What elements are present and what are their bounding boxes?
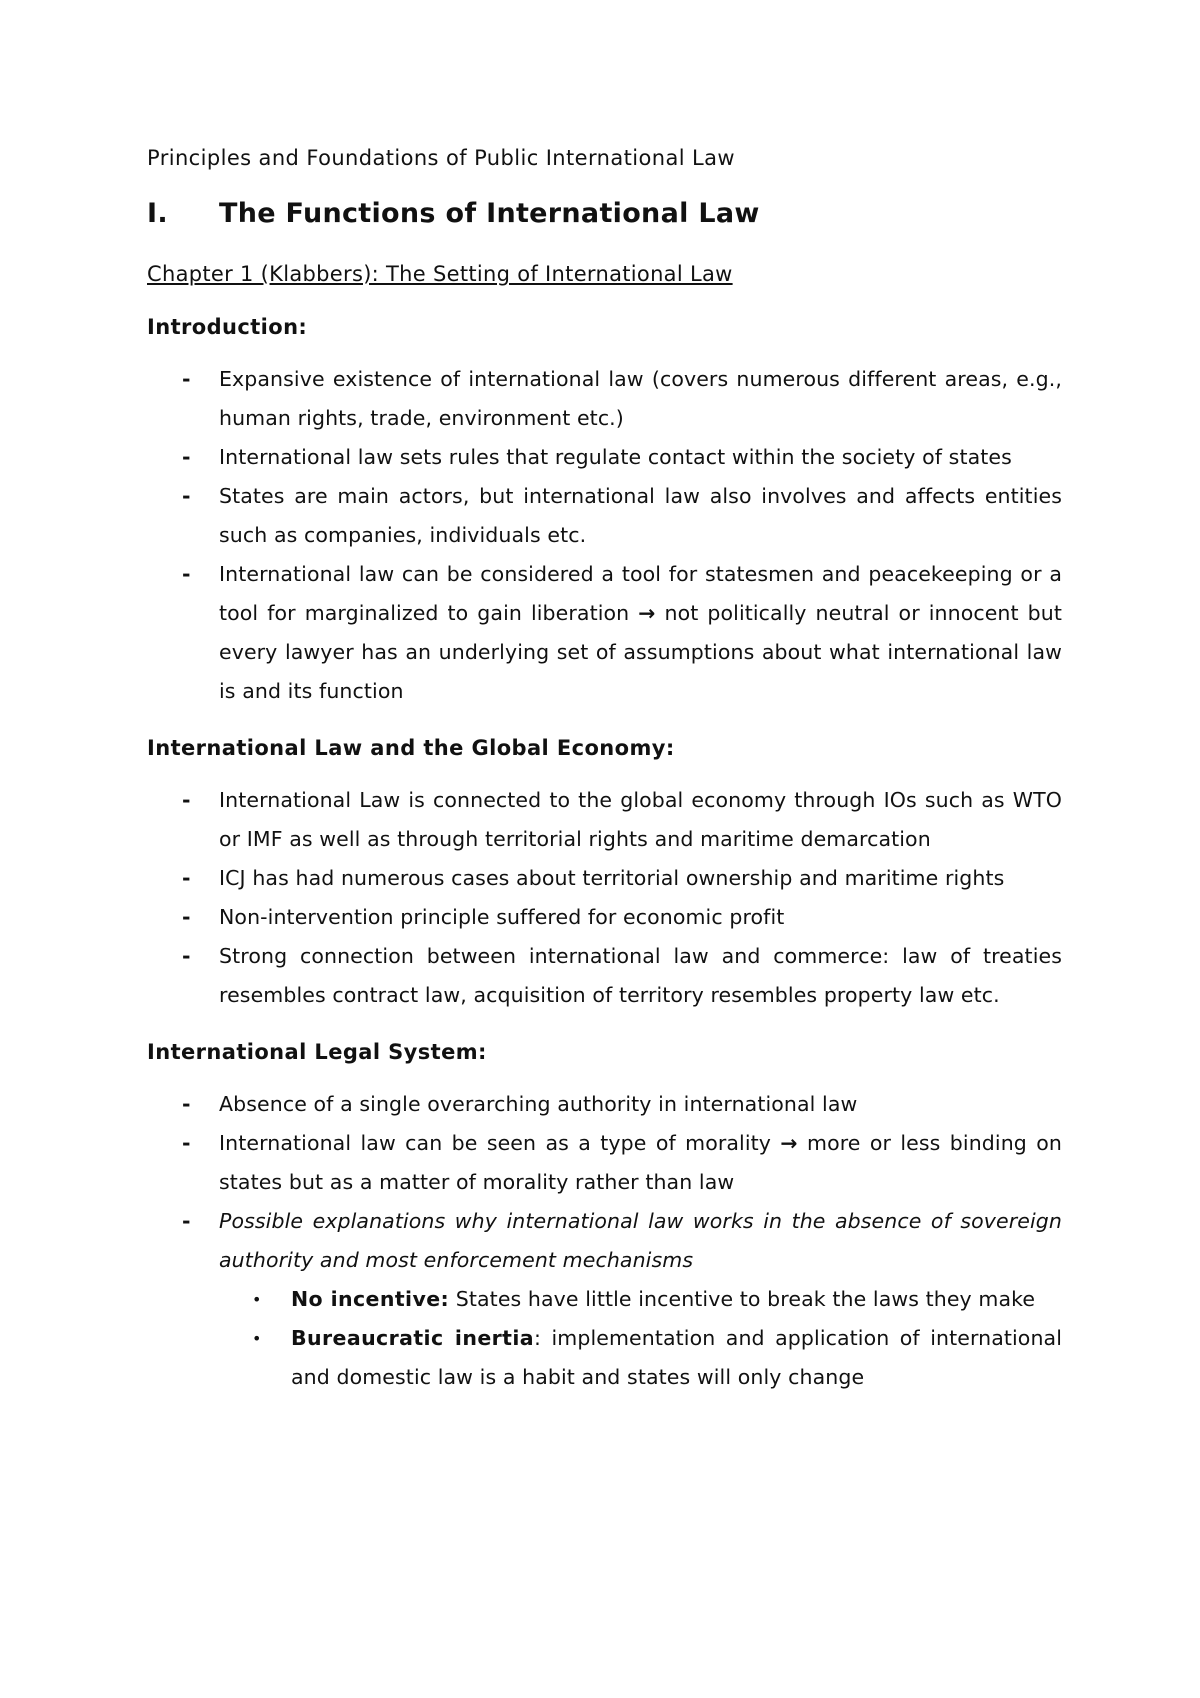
- main-heading: [147, 194, 1062, 234]
- list-item: [147, 781, 1062, 859]
- list-item-text: States are main actors, but international law also involves and affects entities such as companies, individuals etc.: [219, 484, 1062, 547]
- list-item-text: International Law is connected to the global economy through IOs such as WTO or IMF as well as through territorial rights and maritime demarcation: [219, 788, 1062, 851]
- list-item-text: more or less binding on states but as a matter of morality rather than law: [219, 1131, 1062, 1194]
- list-item: [147, 1124, 1062, 1202]
- arrow-right-icon: →: [780, 1131, 798, 1155]
- list-item-text: Expansive existence of international law (covers numerous different areas, e.g., human rights, trade, environment etc.): [219, 367, 1062, 430]
- global-economy-list: [147, 781, 1062, 1015]
- section-title-legal-system: International Legal System:: [147, 1040, 487, 1064]
- legal-system-list: [147, 1085, 1062, 1397]
- list-item-text: Absence of a single overarching authority in international law: [219, 1092, 858, 1116]
- dash-marker: -: [182, 484, 191, 508]
- dash-marker: -: [182, 905, 191, 929]
- explanations-sublist: [219, 1280, 1062, 1397]
- list-item-text: Strong connection between international law and commerce: law of treaties resembles contract law, acquisition of territory resembles property law etc.: [219, 944, 1062, 1007]
- section-title-global-economy: International Law and the Global Economy:: [147, 736, 675, 760]
- bullet-marker: •: [252, 1290, 262, 1309]
- list-item-text: not politically neutral or innocent but every lawyer has an underlying set of assumptions about what international law is and its function: [219, 601, 1062, 703]
- heading-number: I.: [147, 198, 168, 229]
- list-item: [147, 1085, 1062, 1124]
- dash-marker: -: [182, 367, 191, 391]
- list-item-text: Non-intervention principle suffered for economic profit: [219, 905, 785, 929]
- document-title: Principles and Foundations of Public International Law: [147, 146, 735, 170]
- arrow-right-icon: →: [638, 601, 656, 625]
- dash-marker: -: [182, 1131, 191, 1155]
- sub-item-text: States have little incentive to break the laws they make: [455, 1287, 1036, 1311]
- dash-marker: -: [182, 788, 191, 812]
- dash-marker: -: [182, 562, 191, 586]
- list-item: [147, 1202, 1062, 1397]
- list-item: [147, 555, 1062, 711]
- dash-marker: -: [182, 1209, 191, 1233]
- chapter-heading: Chapter 1 (Klabbers): The Setting of International Law: [147, 262, 733, 286]
- list-item-text: ICJ has had numerous cases about territorial ownership and maritime rights: [219, 866, 1005, 890]
- document-page: [147, 140, 1062, 1397]
- sub-item-text: : implementation and application of international and domestic law is a habit and states will only change: [291, 1326, 1063, 1389]
- sub-item-term: Bureaucratic inertia: [291, 1326, 535, 1350]
- list-item-text: International law can be seen as a type of morality: [219, 1131, 771, 1155]
- dash-marker: -: [182, 944, 191, 968]
- section-title-introduction: Introduction:: [147, 315, 308, 339]
- sub-item-term: No incentive:: [291, 1287, 450, 1311]
- list-item: [147, 360, 1062, 438]
- introduction-list: [147, 360, 1062, 711]
- bullet-marker: •: [252, 1329, 262, 1348]
- list-item-text: Possible explanations why international law works in the absence of sovereign authority and most enforcement mechanisms: [219, 1209, 1062, 1272]
- list-item: [147, 859, 1062, 898]
- sub-list-item: [219, 1319, 1062, 1397]
- dash-marker: -: [182, 1092, 191, 1116]
- list-item-text: International law can be considered a tool for statesmen and peacekeeping or a tool for marginalized to gain liberation: [219, 562, 1062, 625]
- dash-marker: -: [182, 866, 191, 890]
- list-item: [147, 477, 1062, 555]
- dash-marker: -: [182, 445, 191, 469]
- list-item: [147, 937, 1062, 1015]
- list-item: [147, 438, 1062, 477]
- list-item: [147, 898, 1062, 937]
- list-item-text: International law sets rules that regulate contact within the society of states: [219, 445, 1012, 469]
- sub-list-item: [219, 1280, 1062, 1319]
- heading-text: The Functions of International Law: [219, 198, 760, 229]
